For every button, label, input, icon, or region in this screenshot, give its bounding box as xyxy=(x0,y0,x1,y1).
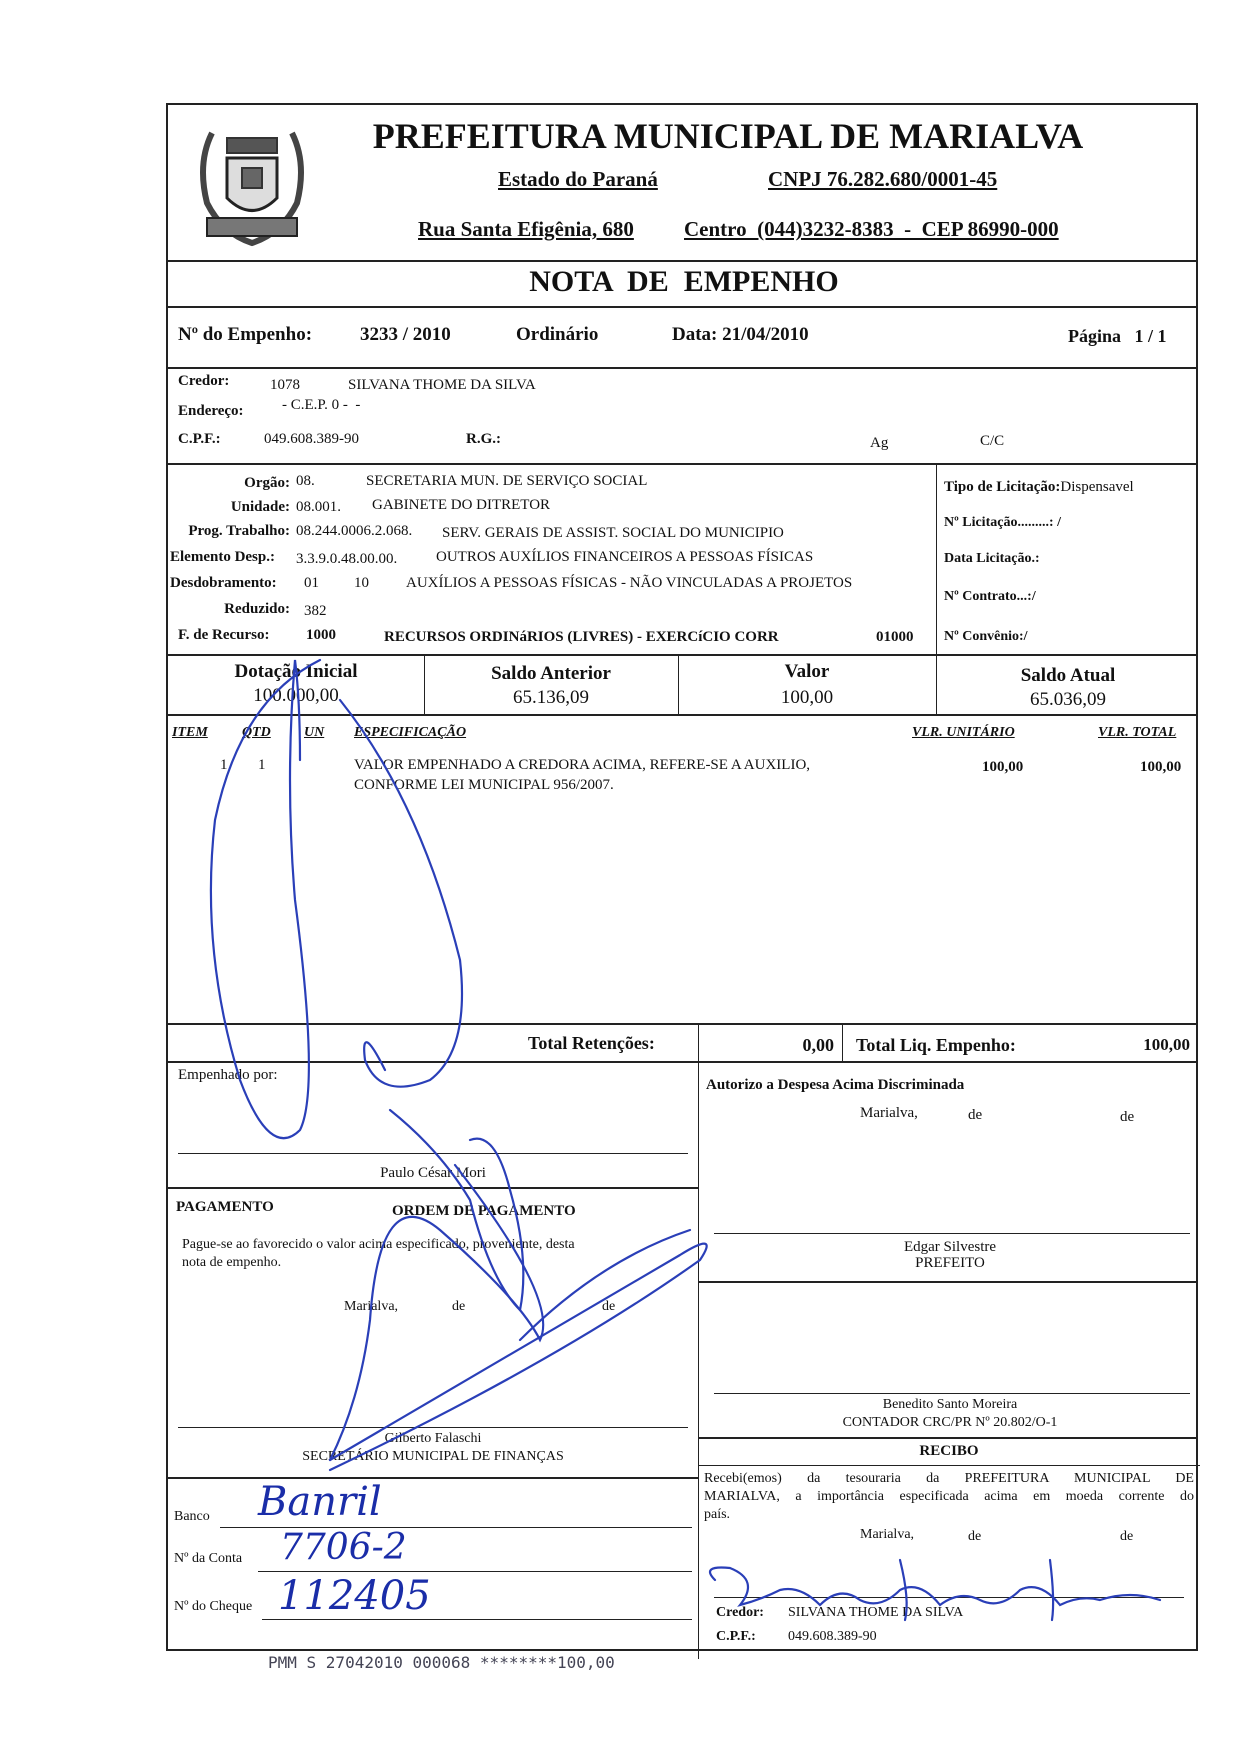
pagamento-text-line1: Pague-se ao favorecido o valor acima especificado, proveniente, desta xyxy=(182,1237,575,1252)
empenho-type: Ordinário xyxy=(516,324,599,345)
valor-label: Valor xyxy=(784,661,830,682)
cheque-label: Nº do Cheque xyxy=(174,1599,253,1614)
col-un: UN xyxy=(304,725,325,740)
pagamento-place: Marialva, xyxy=(344,1299,399,1314)
autorizo-place: Marialva, xyxy=(860,1105,918,1121)
pagamento-text-line2: nota de empenho. xyxy=(182,1255,282,1270)
elemento-name: OUTROS AUXÍLIOS FINANCEIROS A PESSOAS FÍSICAS xyxy=(436,549,814,565)
reduzido-label: Reduzido: xyxy=(224,601,290,617)
nota-de-empenho xyxy=(166,103,1198,1651)
saldo-anterior-label: Saldo Anterior xyxy=(491,663,611,684)
footer-stamp: PMM S 27042010 000068 ********100,00 xyxy=(268,1653,615,1672)
orgao-code: 08. xyxy=(296,473,315,489)
recibo-cpf-value: 049.608.389-90 xyxy=(788,1629,877,1644)
desdobramento-code1: 01 xyxy=(304,575,319,591)
pagamento-de2: de xyxy=(602,1299,616,1314)
cheque-handwritten: 112405 xyxy=(278,1573,431,1619)
credor-label: Credor: xyxy=(178,373,230,389)
endereco-label: Endereço: xyxy=(178,403,244,419)
contact-label: Centro (044)3232-8383 - CEP 86990-000 xyxy=(684,217,1059,241)
fonte-recurso-name: RECURSOS ORDINáRIOS (LIVRES) - EXERCíCIO CORR xyxy=(384,629,779,645)
empenhado-label: Empenhado por: xyxy=(178,1067,278,1083)
conta-handwritten: 7706-2 xyxy=(280,1527,407,1568)
desdobramento-code2: 10 xyxy=(354,575,369,591)
saldo-atual-value: 65.036,09 xyxy=(1030,689,1106,710)
empenhado-name: Paulo César Mori xyxy=(380,1165,486,1181)
pagamento-label: PAGAMENTO xyxy=(176,1199,274,1215)
desdobramento-label: Desdobramento: xyxy=(170,575,277,591)
item-vlr-unitario: 100,00 xyxy=(982,759,1024,775)
col-item: ITEM xyxy=(172,725,208,740)
recibo-credor-label: Credor: xyxy=(716,1605,764,1620)
unidade-name: GABINETE DO DITRETOR xyxy=(372,497,551,513)
item-qtd: 1 xyxy=(258,757,266,773)
recibo-text-line3: país. xyxy=(704,1507,731,1522)
recibo-title: RECIBO xyxy=(919,1443,979,1459)
valor-value: 100,00 xyxy=(780,687,834,708)
dotacao-value: 100.000,00 xyxy=(253,685,339,706)
pagamento-de1: de xyxy=(452,1299,466,1314)
fonte-recurso-code2: 01000 xyxy=(876,629,914,645)
autorizo-de2: de xyxy=(1120,1109,1135,1125)
reduzido-value: 382 xyxy=(304,603,327,619)
saldo-atual-label: Saldo Atual xyxy=(1020,665,1116,686)
autorizo-de1: de xyxy=(968,1107,983,1123)
saldo-anterior-value: 65.136,09 xyxy=(513,687,589,708)
cpf-label: C.P.F.: xyxy=(178,431,221,447)
elemento-label: Elemento Desp.: xyxy=(170,549,275,565)
municipality-title: PREFEITURA MUNICIPAL DE MARIALVA xyxy=(372,116,1084,156)
recibo-credor-name: SILVANA THOME DA SILVA xyxy=(788,1605,964,1620)
prefeito-name: Edgar Silvestre xyxy=(903,1239,997,1255)
prog-trabalho-name: SERV. GERAIS DE ASSIST. SOCIAL DO MUNICIPIO xyxy=(442,525,784,541)
fonte-recurso-label: F. de Recurso: xyxy=(178,627,270,643)
conta-label: Nº da Conta xyxy=(174,1551,243,1566)
col-vlr-total: VLR. TOTAL xyxy=(1098,725,1177,740)
dotacao-label: Dotação Inicial xyxy=(234,661,358,682)
recibo-cpf-label: C.P.F.: xyxy=(716,1629,756,1644)
licitacao-date: Data Licitação.: xyxy=(944,551,1040,566)
desdobramento-name: AUXÍLIOS A PESSOAS FÍSICAS - NÃO VINCULADAS A PROJETOS xyxy=(406,575,853,591)
document-title: NOTA DE EMPENHO xyxy=(529,265,839,298)
orgao-name: SECRETARIA MUN. DE SERVIÇO SOCIAL xyxy=(366,473,648,489)
orgao-label: Orgão: xyxy=(244,475,290,491)
empenho-number-label: Nº do Empenho: xyxy=(178,324,313,345)
col-vlr-unitario: VLR. UNITÁRIO xyxy=(912,725,1015,740)
retencoes-label: Total Retenções: xyxy=(528,1033,655,1053)
rg-label: R.G.: xyxy=(466,431,501,447)
street-label: Rua Santa Efigênia, 680 xyxy=(418,217,634,241)
ordem-pagamento-label: ORDEM DE PAGAMENTO xyxy=(392,1203,576,1219)
unidade-code: 08.001. xyxy=(296,499,341,515)
credor-code: 1078 xyxy=(270,377,300,393)
licitacao-type-label: Tipo de Licitação: xyxy=(944,479,1061,495)
col-qtd: QTD xyxy=(242,725,271,740)
recibo-text-line2: MARIALVA, a importância especificada acima em moeda corrente do xyxy=(704,1489,1194,1504)
secretario-name: Gilberto Falaschi xyxy=(384,1431,482,1446)
endereco: - C.E.P. 0 - - xyxy=(282,397,361,413)
recibo-de2: de xyxy=(1120,1529,1134,1544)
prog-trabalho-code: 08.244.0006.2.068. xyxy=(296,523,413,539)
liquido-label: Total Liq. Empenho: xyxy=(856,1035,1016,1055)
cnpj-label: CNPJ 76.282.680/0001-45 xyxy=(768,167,998,191)
conta-corrente-label: C/C xyxy=(980,433,1005,449)
contador-role: CONTADOR CRC/PR Nº 20.802/O-1 xyxy=(842,1415,1058,1430)
prefeito-role: PREFEITO xyxy=(915,1255,985,1271)
cpf-value: 049.608.389-90 xyxy=(264,431,359,447)
elemento-code: 3.3.9.0.48.00.00. xyxy=(296,551,398,567)
state-label: Estado do Paraná xyxy=(498,167,658,191)
recibo-text-line1: Recebi(emos) da tesouraria da PREFEITURA MUNICIPAL DE xyxy=(704,1471,1194,1486)
credor-name: SILVANA THOME DA SILVA xyxy=(348,377,536,393)
agencia-label: Ag xyxy=(870,435,889,451)
licitacao-type xyxy=(944,479,1134,496)
empenho-date: Data: 21/04/2010 xyxy=(672,324,809,345)
unidade-label: Unidade: xyxy=(230,499,290,515)
contrato-number: Nº Contrato...:/ xyxy=(944,589,1036,604)
autorizo-label: Autorizo a Despesa Acima Discriminada xyxy=(706,1077,965,1093)
licitacao-number: Nº Licitação.........: / xyxy=(944,515,1061,530)
item-number: 1 xyxy=(220,757,228,773)
item-vlr-total: 100,00 xyxy=(1140,759,1182,775)
col-especificacao: ESPECIFICAÇÃO xyxy=(354,725,467,740)
fonte-recurso-code: 1000 xyxy=(306,627,336,643)
page-number: Página 1 / 1 xyxy=(1068,326,1167,346)
convenio-number: Nº Convênio:/ xyxy=(944,629,1028,644)
secretario-role: SECRETÁRIO MUNICIPAL DE FINANÇAS xyxy=(302,1449,564,1464)
banco-handwritten: Banril xyxy=(258,1479,382,1525)
banco-label: Banco xyxy=(174,1509,210,1524)
retencoes-value: 0,00 xyxy=(802,1035,834,1055)
prog-trabalho-label: Prog. Trabalho: xyxy=(188,523,290,539)
contador-name: Benedito Santo Moreira xyxy=(882,1397,1018,1412)
empenho-number: 3233 / 2010 xyxy=(360,324,451,345)
item-desc-line1: VALOR EMPENHADO A CREDORA ACIMA, REFERE-SE A AUXILIO, xyxy=(354,757,811,773)
recibo-de1: de xyxy=(968,1529,982,1544)
recibo-place: Marialva, xyxy=(860,1527,915,1542)
liquido-value: 100,00 xyxy=(1143,1035,1190,1054)
item-desc-line2: CONFORME LEI MUNICIPAL 956/2007. xyxy=(354,777,614,793)
licitacao-type-value: Dispensavel xyxy=(1060,479,1134,495)
